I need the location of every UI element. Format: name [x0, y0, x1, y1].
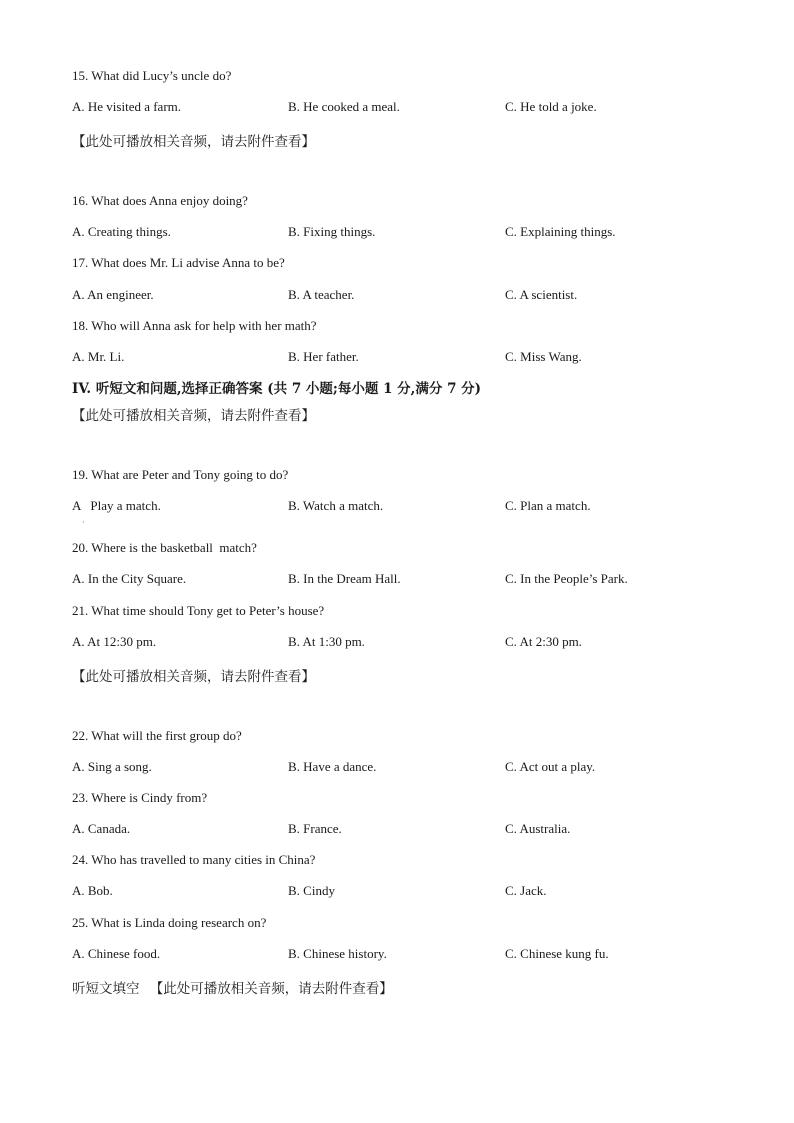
q15-option-a: A. He visited a farm. — [72, 99, 182, 114]
stray-dot-mark: · — [82, 518, 85, 527]
section-iv-heading: IV. 听短文和问题,选择正确答案 (共 7 小题;每小题 1 分,满分 7 分) — [72, 381, 482, 397]
question-19: 19. What are Peter and Tony going to do? — [72, 467, 289, 482]
q18-option-c: C. Miss Wang. — [505, 349, 582, 364]
q23-option-c: C. Australia. — [505, 821, 571, 836]
q18-option-b: B. Her father. — [288, 349, 359, 364]
question-25: 25. What is Linda doing research on? — [72, 915, 267, 930]
q23-option-b: B. France. — [288, 821, 342, 836]
audio-note-4: 【此处可播放相关音频，请去附件查看】 — [149, 981, 393, 997]
q20-option-c: C. In the People’s Park. — [505, 571, 628, 586]
q20-option-a: A. In the City Square. — [72, 571, 187, 586]
q16-option-a: A. Creating things. — [72, 224, 171, 239]
q25-option-a: A. Chinese food. — [72, 946, 161, 961]
question-23: 23. Where is Cindy from? — [72, 790, 208, 805]
question-22: 22. What will the first group do? — [72, 728, 242, 743]
question-16: 16. What does Anna enjoy doing? — [72, 193, 248, 208]
question-17: 17. What does Mr. Li advise Anna to be? — [72, 255, 285, 270]
audio-note-2: 【此处可播放相关音频，请去附件查看】 — [72, 408, 315, 424]
q21-option-a: A. At 12:30 pm. — [72, 634, 157, 649]
q19-option-a: A Play a match. — [72, 498, 161, 513]
q17-option-b: B. A teacher. — [288, 287, 355, 302]
fill-blank-label: 听短文填空 — [72, 981, 140, 997]
q25-option-c: C. Chinese kung fu. — [505, 946, 609, 961]
q18-option-a: A. Mr. Li. — [72, 349, 125, 364]
audio-note-1: 【此处可播放相关音频，请去附件查看】 — [72, 134, 315, 150]
q25-option-b: B. Chinese history. — [288, 946, 387, 961]
q16-option-c: C. Explaining things. — [505, 224, 616, 239]
q20-option-b: B. In the Dream Hall. — [288, 571, 401, 586]
q22-option-a: A. Sing a song. — [72, 759, 152, 774]
question-21: 21. What time should Tony get to Peter’s house? — [72, 603, 325, 618]
q17-option-c: C. A scientist. — [505, 287, 578, 302]
q24-option-a: A. Bob. — [72, 883, 113, 898]
audio-note-3: 【此处可播放相关音频，请去附件查看】 — [72, 669, 315, 685]
q21-option-b: B. At 1:30 pm. — [288, 634, 365, 649]
q19-option-c: C. Plan a match. — [505, 498, 591, 513]
q15-option-b: B. He cooked a meal. — [288, 99, 400, 114]
q23-option-a: A. Canada. — [72, 821, 131, 836]
q17-option-a: A. An engineer. — [72, 287, 154, 302]
question-15: 15. What did Lucy’s uncle do? — [72, 68, 232, 83]
q22-option-b: B. Have a dance. — [288, 759, 377, 774]
question-20: 20. Where is the basketball match? — [72, 540, 257, 555]
q15-option-c: C. He told a joke. — [505, 99, 597, 114]
q24-option-c: C. Jack. — [505, 883, 547, 898]
question-24: 24. Who has travelled to many cities in China? — [72, 852, 316, 867]
q22-option-c: C. Act out a play. — [505, 759, 596, 774]
q19-option-b: B. Watch a match. — [288, 498, 384, 513]
question-18: 18. Who will Anna ask for help with her math? — [72, 318, 317, 333]
q21-option-c: C. At 2:30 pm. — [505, 634, 582, 649]
fill-blank-line — [72, 977, 393, 997]
q16-option-b: B. Fixing things. — [288, 224, 376, 239]
q24-option-b: B. Cindy — [288, 883, 335, 898]
